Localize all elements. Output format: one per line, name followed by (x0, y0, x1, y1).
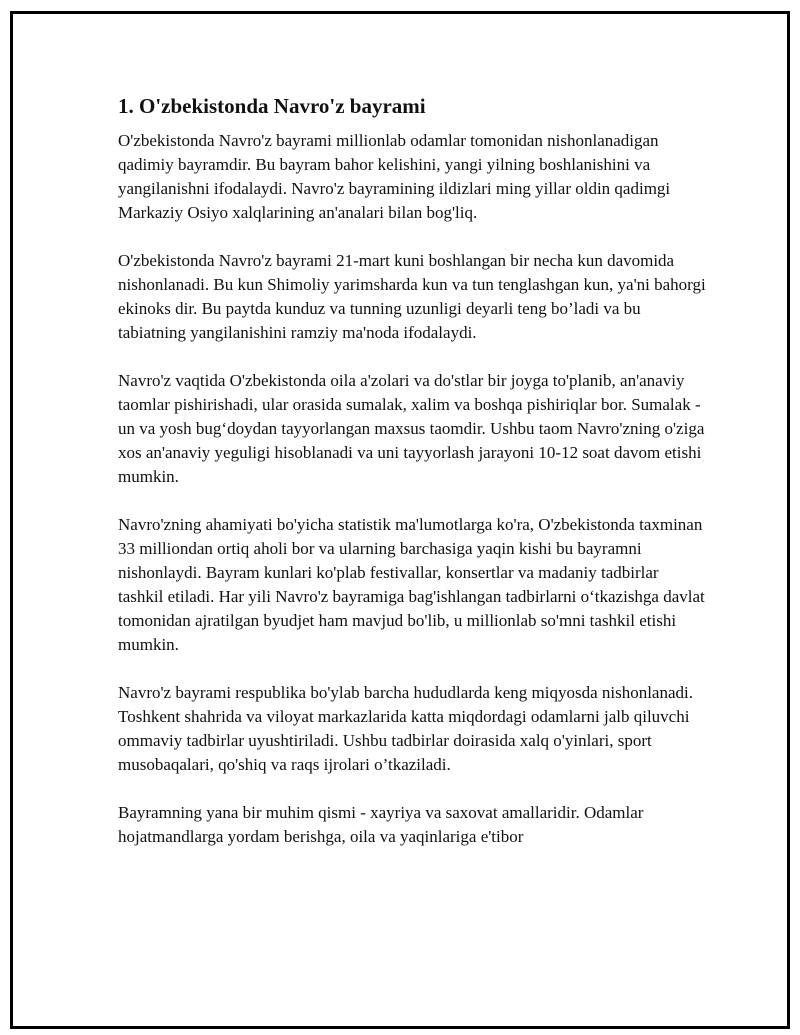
document-body (118, 93, 708, 873)
section-heading: 1. O'zbekistonda Navro'z bayrami (118, 94, 426, 118)
paragraph-6: Bayramning yana bir muhim qismi - xayriya va saxovat amallaridir. Odamlar hojatmandlarga yordam berishga, oila va yaqinlariga e'tibor (118, 803, 644, 846)
paragraph-1: O'zbekistonda Navro'z bayrami millionlab odamlar tomonidan nishonlanadigan qadimiy bayramdir. Bu bayram bahor kelishini, yangi yilning boshlanishini va yangilanishni ifodalaydi. Navro'z bayramining ildizlari ming yillar oldin qadimgi Markaziy Osiyo xalqlarining an'analari bilan bog'liq. (118, 131, 671, 222)
paragraph-2: O'zbekistonda Navro'z bayrami 21-mart kuni boshlangan bir necha kun davomida nishonlanadi. Bu kun Shimoliy yarimsharda kun va tun tenglashgan kun, ya'ni bahorgi ekinoks dir. Bu paytda kunduz va tunning uzunligi deyarli teng bo’ladi va bu tabiatning yangilanishini ramziy ma'noda ifodalaydi. (118, 251, 706, 342)
paragraph-4: Navro'zning ahamiyati bo'yicha statistik ma'lumotlarga ko'ra, O'zbekistonda taxminan 33 milliondan ortiq aholi bor va ularning barchasiga yaqin kishi bu bayramni nishonlaydi. Bayram kunlari ko'plab festivallar, konsertlar va madaniy tadbirlar tashkil etiladi. Har yili Navro'z bayramiga bag'ishlangan tadbirlarni o‘tkazishga davlat tomonidan ajratilgan byudjet ham mavjud bo'lib, u millionlab so'mni tashkil etishi mumkin. (118, 515, 705, 654)
paragraph-3: Navro'z vaqtida O'zbekistonda oila a'zolari va do'stlar bir joyga to'planib, an'anaviy taomlar pishirishadi, ular orasida sumalak, xalim va boshqa pishiriqlar bor. Sumalak - un va yosh bug‘doydan tayyorlangan maxsus taomdir. Ushbu taom Navro'zning o'ziga xos an'anaviy yeguligi hisoblanadi va uni tayyorlash jarayoni 10-12 soat davom etishi mumkin. (118, 371, 705, 486)
paragraph-5: Navro'z bayrami respublika bo'ylab barcha hududlarda keng miqyosda nishonlanadi. Toshkent shahrida va viloyat markazlarida katta miqdordagi odamlarni jalb qiluvchi ommaviy tadbirlar uyushtiriladi. Ushbu tadbirlar doirasida xalq o'yinlari, sport musobaqalari, qo'shiq va raqs ijrolari o’tkaziladi. (118, 683, 693, 774)
